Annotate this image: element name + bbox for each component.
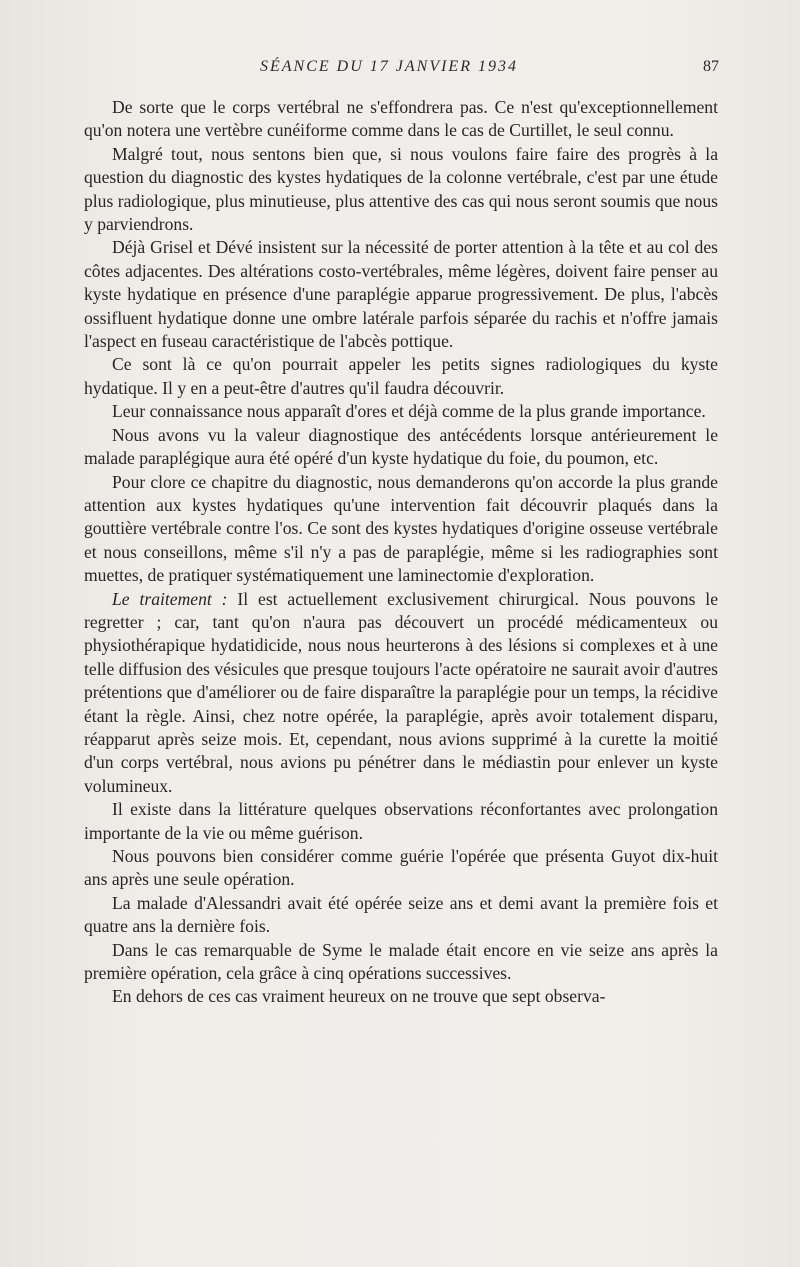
paragraph: En dehors de ces cas vraiment heureux on ne trouve que sept observa- — [112, 986, 606, 1007]
paragraph-traitement — [84, 588, 718, 799]
paragraph: La malade d'Alessandri avait été opérée seize ans et demi avant la première fois et quatre ans la dernière fois. — [84, 892, 718, 937]
paragraph: De sorte que le corps vertébral ne s'effondrera pas. Ce n'est qu'exceptionnellement qu'on notera une vertèbre cunéiforme comme dans le cas de Curtillet, le seul connu. — [84, 97, 718, 141]
body-text — [84, 96, 718, 1009]
running-title: SÉANCE DU 17 JANVIER 1934 — [260, 58, 518, 75]
paragraph: Ce sont là ce qu'on pourrait appeler les petits signes radiologiques du kyste hydatique. Il y en a peut-être d'autres qu'il faudra découvrir. — [84, 354, 718, 398]
paragraph: Pour clore ce chapitre du diagnostic, nous demanderons qu'on accorde la plus grande attention aux kystes hydatiques qu'une intervention fait découvrir plaqués dans la gouttière vertébrale contre l'os. Ce sont des kystes hydatiques d'origine osseuse vertébrale et nous conseillons, même s'il n'y a pas de paraplégie, même si les radiographies sont muettes, de pratiquer systématiquement une laminectomie d'exploration. — [84, 471, 718, 586]
page-number: 87 — [703, 58, 719, 75]
paragraph: Nous pouvons bien considérer comme guérie l'opérée que présenta Guyot dix-huit ans après une seule opération. — [84, 846, 718, 890]
section-lead-traitement: Le traitement : — [112, 588, 228, 609]
paragraph: Nous avons vu la valeur diagnostique des antécédents lorsque antérieurement le malade paraplégique aura été opéré d'un kyste hydatique du foie, du poumon, etc. — [84, 424, 718, 469]
paragraph: Il existe dans la littérature quelques observations réconfortantes avec prolongation importante de la vie ou même guérison. — [84, 799, 718, 843]
paragraph: Leur connaissance nous apparaît d'ores et déjà comme de la plus grande importance. — [112, 401, 706, 422]
paragraph: Déjà Grisel et Dévé insistent sur la nécessité de porter attention à la tête et au col des côtes adjacentes. Des altérations costo-vertébrales, même légères, doivent faire penser au kyste hydatique en présence d'une paraplégie apparue progressivement. De plus, l'abcès ossifluent hydatique donne une ombre latérale parfois séparée du rachis et n'offre jamais l'aspect en fuseau caractéristique de l'abcès pottique. — [84, 237, 718, 352]
paragraph: Malgré tout, nous sentons bien que, si nous voulons faire faire des progrès à la question du diagnostic des kystes hydatiques de la colonne vertébrale, c'est par une étude plus radiologique, plus minutieuse, plus attentive des cas qui nous seront soumis que nous y parviendrons. — [84, 143, 718, 235]
paragraph: Dans le cas remarquable de Syme le malade était encore en vie seize ans après la première opération, cela grâce à cinq opérations successives. — [84, 939, 718, 984]
paragraph-text: Il est actuellement exclusivement chirurgical. Nous pouvons le regretter ; car, tant qu'on n'aura pas découvert un procédé médicamenteux ou physiothérapique hydatidicide, nous nous heurterons à des lésions si complexes et à une telle diffusion des vésicules que presque toujours l'acte opératoire ne saurait avoir d'autres prétentions que d'améliorer ou de faire disparaître la paraplégie pour un temps, la récidive étant la règle. Ainsi, chez notre opérée, la paraplégie, après avoir totalement disparu, réapparut après seize mois. Et, cependant, nous avions supprimé à la curette la moitié d'un corps vertébral, nous avions pu pénétrer dans le médiastin pour enlever un kyste volumineux. — [84, 588, 718, 796]
